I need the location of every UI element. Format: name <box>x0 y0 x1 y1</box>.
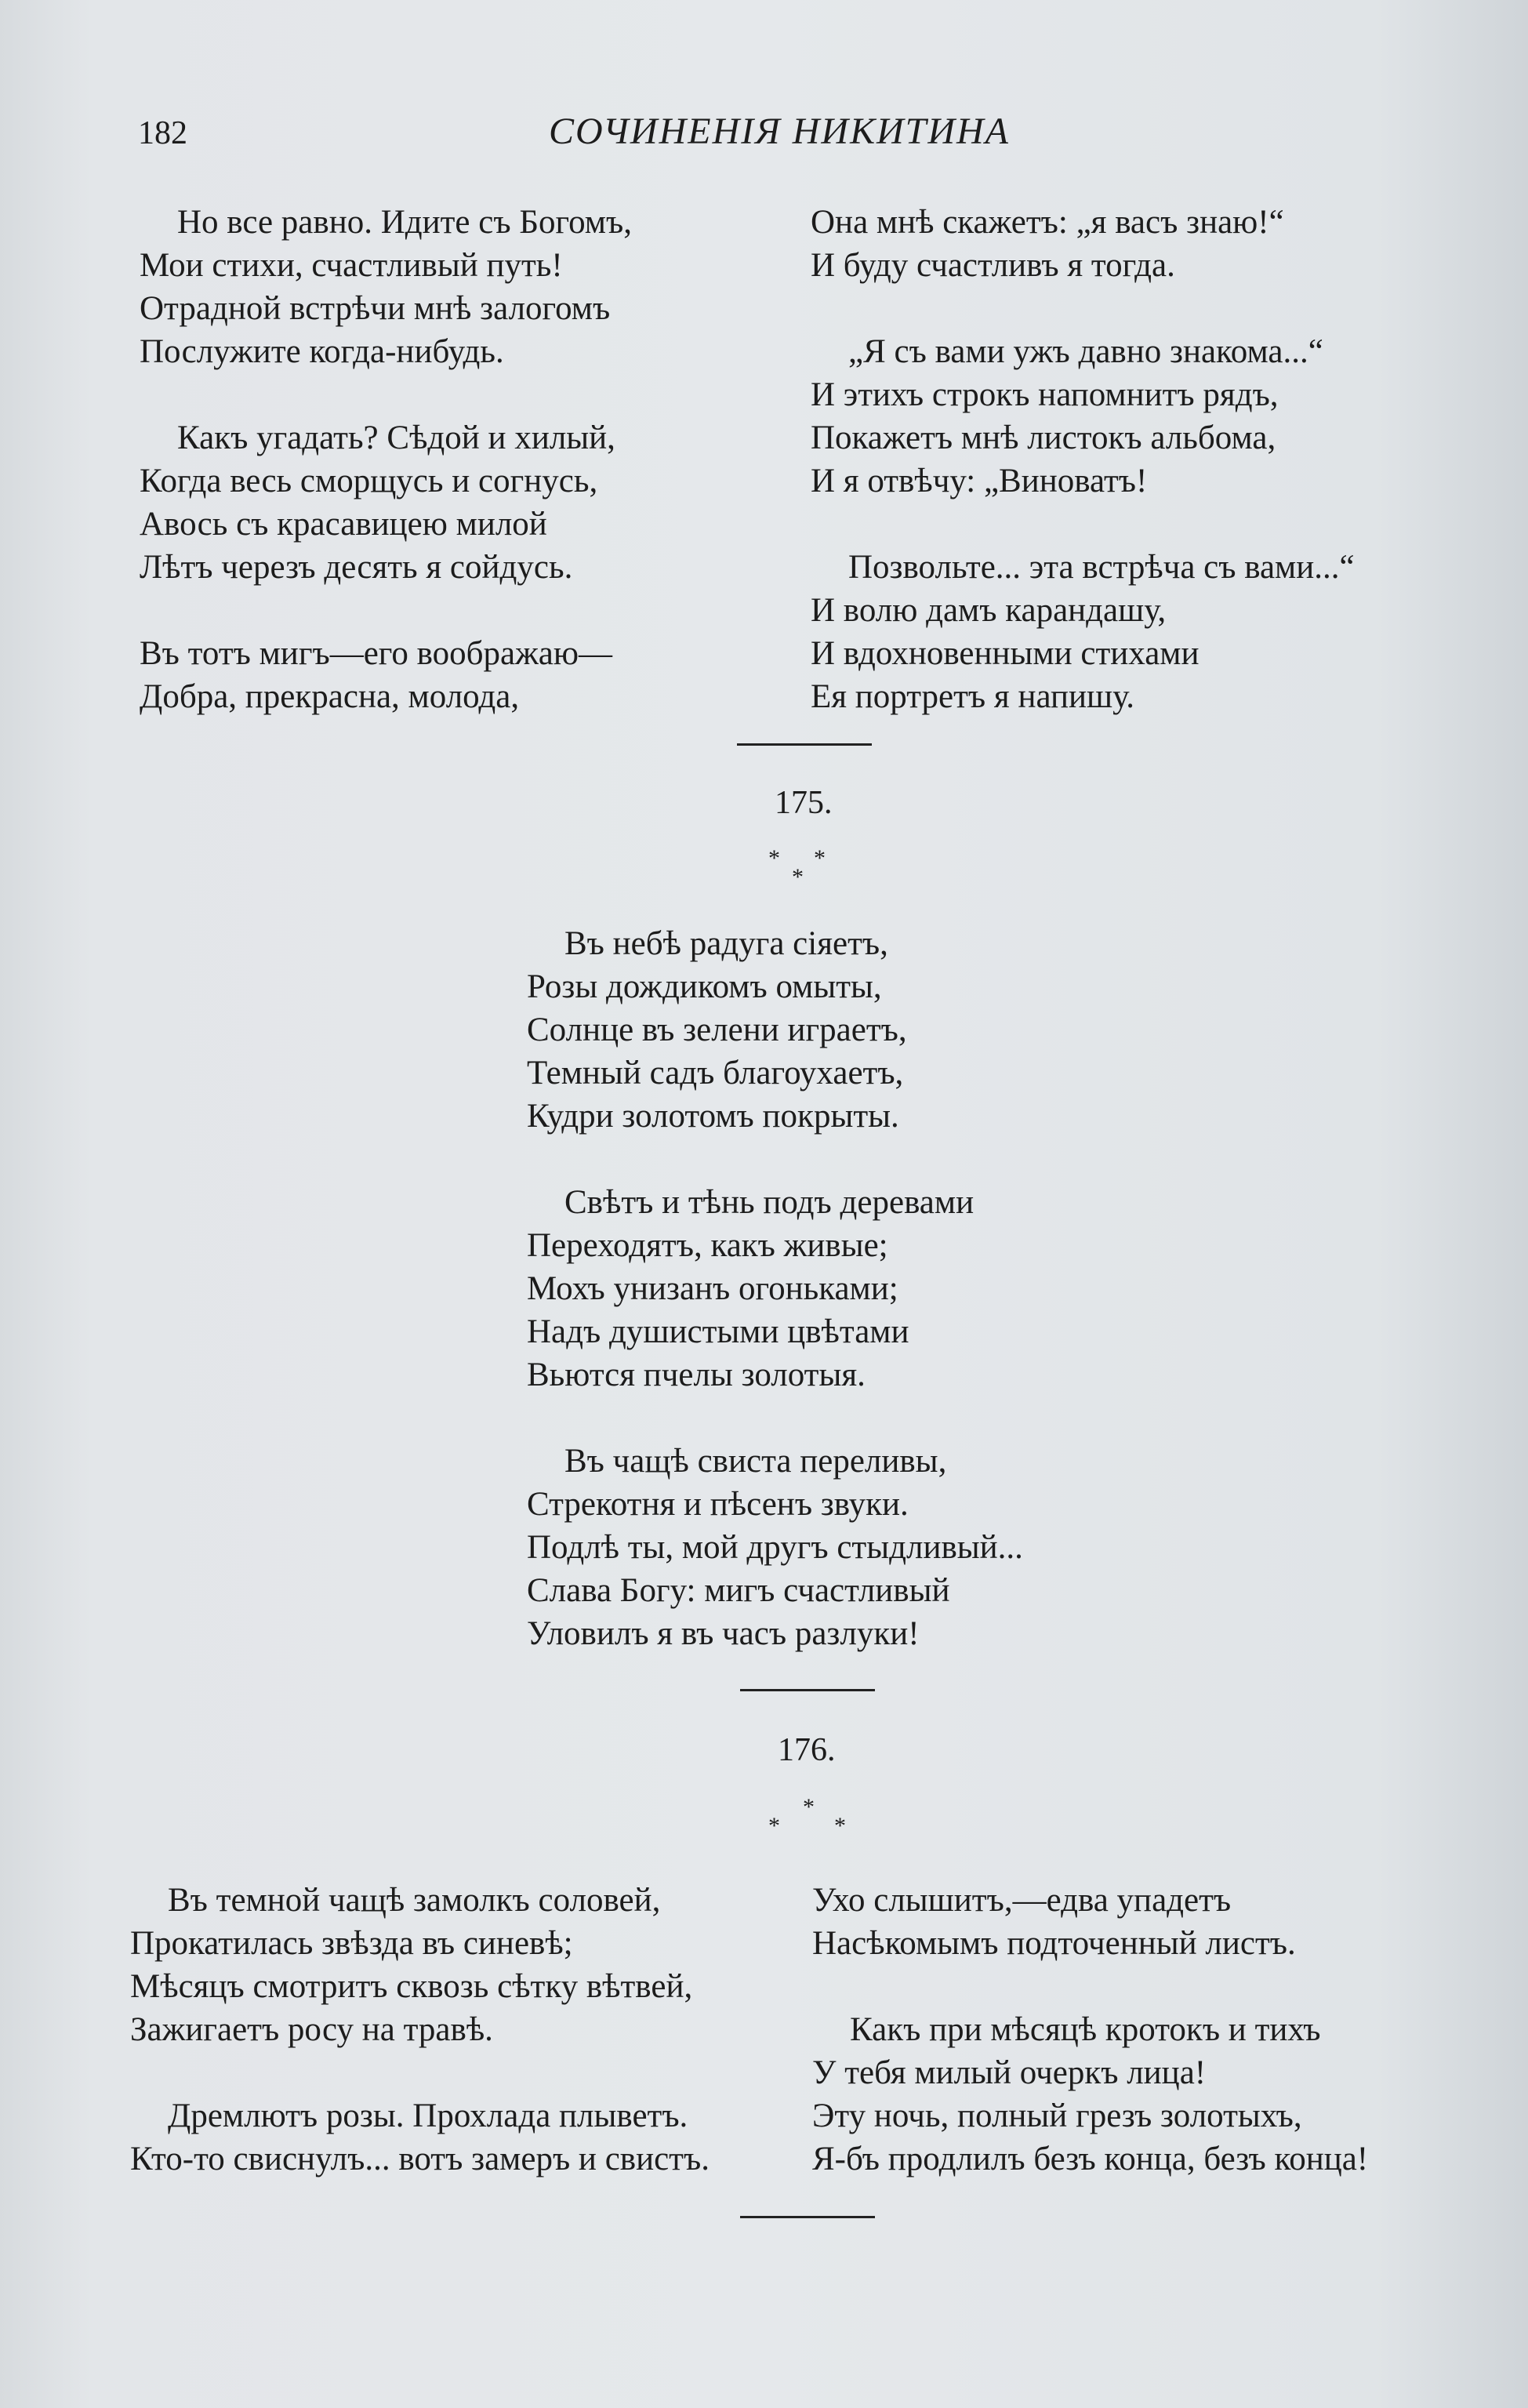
verse-line: Свѣтъ и тѣнь подъ деревами <box>564 1184 975 1221</box>
verse-line: Кудри золотомъ покрыты. <box>527 1098 899 1135</box>
verse-line: Слава Богу: мигъ счастливый <box>527 1572 950 1609</box>
verse-line: Дремлютъ розы. Прохлада плыветъ. <box>168 2097 688 2134</box>
page-number: 182 <box>138 115 187 151</box>
verse-line: У тебя милый очеркъ лица! <box>812 2054 1207 2091</box>
verse-line: И волю дамъ карандашу, <box>811 592 1167 629</box>
verse-line: Но все равно. Идите съ Богомъ, <box>177 204 632 241</box>
verse-line: Послужите когда-нибудь. <box>140 333 504 370</box>
section-divider <box>737 743 872 746</box>
verse-line: Эту ночь, полный грезъ золотыхъ, <box>812 2097 1302 2134</box>
verse-line: Надъ душистыми цвѣтами <box>527 1313 909 1350</box>
asterisk: * <box>792 864 804 890</box>
verse-line: Розы дождикомъ омыты, <box>527 968 882 1005</box>
verse-line: Кто-то свиснулъ... вотъ замеръ и свистъ. <box>130 2141 710 2177</box>
verse-line: И я отвѣчу: „Виноватъ! <box>811 463 1148 499</box>
poem-176-right-column <box>812 1879 1368 2181</box>
verse-line: Вьются пчелы золотыя. <box>527 1357 866 1393</box>
verse-line: „Я съ вами ужъ давно знакома...“ <box>848 333 1323 370</box>
verse-line: Уловилъ я въ часъ разлуки! <box>527 1615 920 1652</box>
verse-line: Я-бъ продлилъ безъ конца, безъ конца! <box>812 2141 1369 2177</box>
top-poem-right-column <box>811 201 1355 718</box>
verse-line: Стрекотня и пѣсенъ звуки. <box>527 1486 909 1523</box>
poem-175-text <box>527 922 1023 1655</box>
asterism-ornament <box>768 847 839 902</box>
verse-line: Темный садъ благоухаетъ, <box>527 1055 904 1091</box>
verse-line: И буду счастливъ я тогда. <box>811 247 1175 284</box>
verse-line: Мои стихи, счастливый путь! <box>140 247 563 284</box>
verse-line: Въ небѣ радуга сіяетъ, <box>564 925 888 962</box>
verse-line: Какъ при мѣсяцѣ кротокъ и тихъ <box>850 2011 1321 2048</box>
poem-176-left-column <box>130 1879 710 2181</box>
verse-line: Добра, прекрасна, молода, <box>140 678 520 715</box>
verse-line: Въ тотъ мигъ—его воображаю— <box>140 635 612 672</box>
asterisk: * <box>814 845 826 871</box>
verse-line: Переходятъ, какъ живые; <box>527 1227 888 1264</box>
verse-line: Въ темной чащѣ замолкъ соловей, <box>168 1882 661 1919</box>
verse-line: Она мнѣ скажетъ: „я васъ знаю!“ <box>811 204 1284 241</box>
verse-line: Отрадной встрѣчи мнѣ залогомъ <box>140 290 611 327</box>
section-divider <box>740 1689 875 1691</box>
verse-line: Покажетъ мнѣ листокъ альбома, <box>811 419 1276 456</box>
verse-line: Насѣкомымъ подточенный листъ. <box>812 1925 1296 1962</box>
verse-line: Ухо слышитъ,—едва упадетъ <box>812 1882 1232 1919</box>
verse-line: Прокатилась звѣзда въ синевѣ; <box>130 1925 573 1962</box>
asterisk: * <box>768 1813 780 1839</box>
verse-line: Авось съ красавицею милой <box>140 506 547 543</box>
running-title: СОЧИНЕНІЯ НИКИТИНА <box>549 111 1010 152</box>
verse-line: Въ чащѣ свиста переливы, <box>564 1443 947 1480</box>
verse-line: Когда весь сморщусь и согнусь, <box>140 463 598 499</box>
poem-number: 176. <box>778 1732 836 1768</box>
verse-line: Зажигаетъ росу на травѣ. <box>130 2011 493 2048</box>
verse-line: Мохъ унизанъ огоньками; <box>527 1270 898 1307</box>
asterisk: * <box>803 1794 815 1820</box>
top-poem-left-column <box>140 201 632 718</box>
verse-line: И вдохновенными стихами <box>811 635 1200 672</box>
verse-line: Ея портретъ я напишу. <box>811 678 1135 715</box>
poem-number: 175. <box>775 785 833 821</box>
verse-line: Лѣтъ черезъ десять я сойдусь. <box>140 549 573 586</box>
verse-line: И этихъ строкъ напомнитъ рядъ, <box>811 376 1279 413</box>
section-divider <box>740 2216 875 2218</box>
asterism-ornament <box>768 1794 846 1850</box>
asterisk: * <box>768 845 780 871</box>
verse-line: Подлѣ ты, мой другъ стыдливый... <box>527 1529 1023 1566</box>
verse-line: Мѣсяцъ смотритъ сквозь сѣтку вѣтвей, <box>130 1968 693 2005</box>
verse-line: Позвольте... эта встрѣча съ вами...“ <box>848 549 1355 586</box>
verse-line: Какъ угадать? Сѣдой и хилый, <box>177 419 615 456</box>
asterisk: * <box>834 1813 846 1839</box>
verse-line: Солнце въ зелени играетъ, <box>527 1012 907 1048</box>
